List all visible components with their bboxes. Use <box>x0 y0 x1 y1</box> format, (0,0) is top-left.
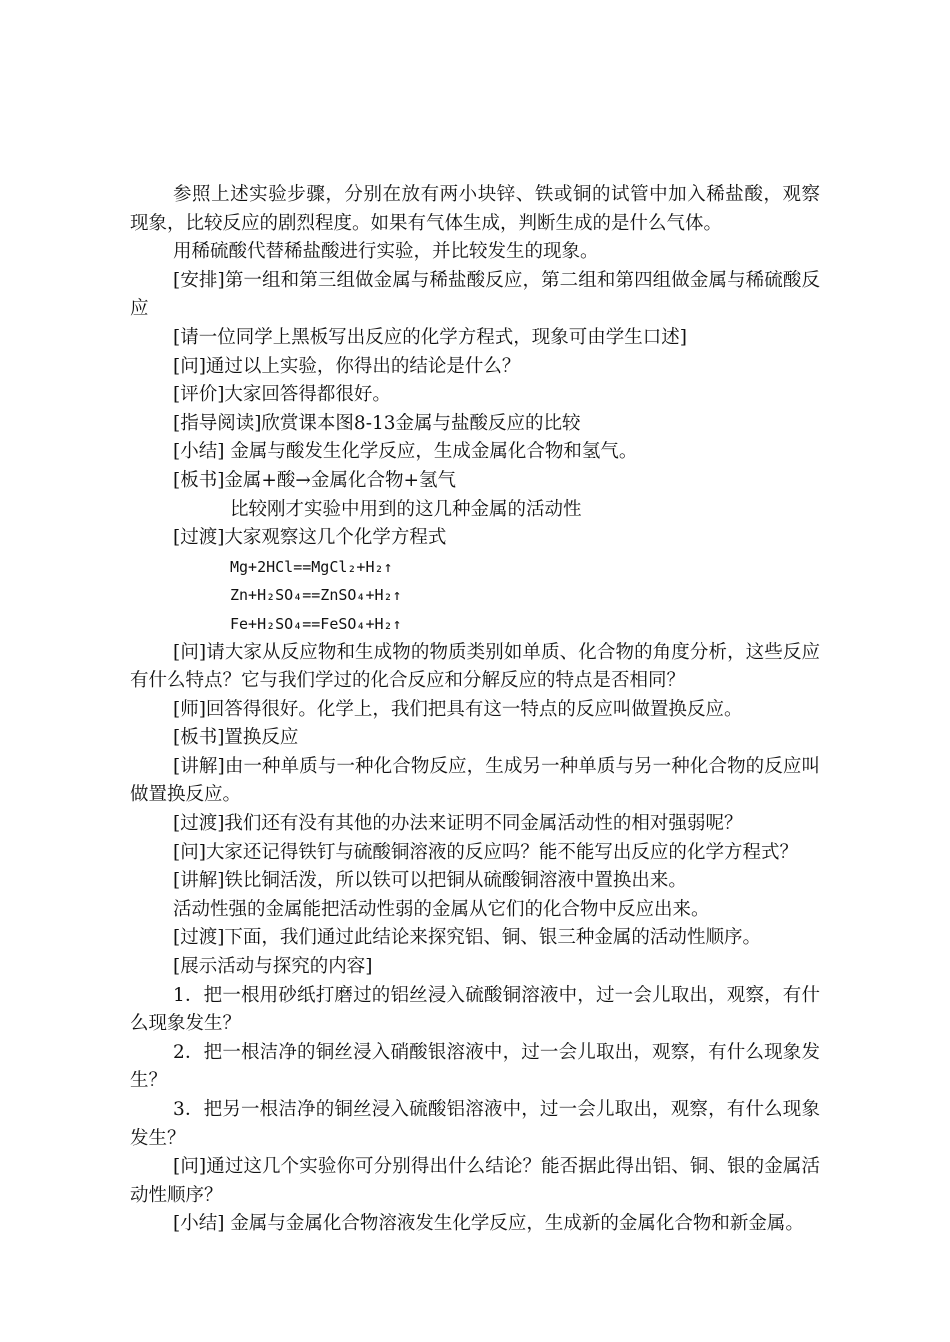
paragraph: [问]大家还记得铁钉与硫酸铜溶液的反应吗？能不能写出反应的化学方程式？ <box>173 841 798 863</box>
paragraph: [问]请大家从反应物和生成物的物质类别如单质、化合物的角度分析，这些反应有什么特点？它与我们学过的化合反应和分解反应的特点是否相同？ <box>130 641 820 692</box>
equation-line: Fe+H₂SO₄==FeSO₄+H₂↑ <box>230 614 402 633</box>
paragraph: [指导阅读]欣赏课本图8-13金属与盐酸反应的比较 <box>173 412 581 434</box>
paragraph: [板书]置换反应 <box>173 727 299 749</box>
paragraph: [评价]大家回答得都很好。 <box>173 384 391 406</box>
paragraph: 比较刚才实验中用到的这几种金属的活动性 <box>230 498 582 520</box>
paragraph: 参照上述实验步骤，分别在放有两小块锌、铁或铜的试管中加入稀盐酸，观察现象，比较反应的剧烈程度。如果有气体生成，判断生成的是什么气体。 <box>130 184 820 234</box>
paragraph: [问]通过这几个实验你可分别得出什么结论？能否据此得出铝、铜、银的金属活动性顺序？ <box>130 1156 820 1206</box>
paragraph: [小结] 金属与金属化合物溶液发生化学反应，生成新的金属化合物和新金属。 <box>173 1213 804 1235</box>
paragraph: [过渡]大家观察这几个化学方程式 <box>173 527 447 549</box>
paragraph: [过渡]下面，我们通过此结论来探究铝、铜、银三种金属的活动性顺序。 <box>173 927 761 949</box>
paragraph: [展示活动与探究的内容] <box>173 956 373 978</box>
paragraph: [讲解]铁比铜活泼，所以铁可以把铜从硫酸铜溶液中置换出来。 <box>173 870 687 892</box>
paragraph: [板书]金属+酸→金属化合物+氢气 <box>173 469 456 491</box>
paragraph: [请一位同学上黑板写出反应的化学方程式，现象可由学生口述] <box>173 326 687 348</box>
paragraph: 3．把另一根洁净的铜丝浸入硫酸铝溶液中，过一会儿取出，观察，有什么现象发生？ <box>130 1099 820 1149</box>
paragraph: [安排]第一组和第三组做金属与稀盐酸反应，第二组和第四组做金属与稀硫酸反应 <box>130 269 820 320</box>
document-body <box>130 181 820 1239</box>
paragraph: 1．把一根用砂纸打磨过的铝丝浸入硫酸铜溶液中，过一会儿取出，观察，有什么现象发生？ <box>130 984 820 1035</box>
paragraph: 用稀硫酸代替稀盐酸进行实验，并比较发生的现象。 <box>173 241 599 263</box>
paragraph: 2．把一根洁净的铜丝浸入硝酸银溶液中，过一会儿取出，观察，有什么现象发生？ <box>130 1041 820 1092</box>
paragraph: [讲解]由一种单质与一种化合物反应，生成另一种单质与另一种化合物的反应叫做置换反应。 <box>130 755 820 806</box>
equation-line: Mg+2HCl==MgCl₂+H₂↑ <box>230 557 393 576</box>
paragraph: [师]回答得很好。化学上，我们把具有这一特点的反应叫做置换反应。 <box>173 698 743 720</box>
paragraph: 活动性强的金属能把活动性弱的金属从它们的化合物中反应出来。 <box>173 898 710 920</box>
paragraph: [问]通过以上实验，你得出的结论是什么？ <box>173 355 521 377</box>
paragraph: [小结] 金属与酸发生化学反应，生成金属化合物和氢气。 <box>173 441 638 463</box>
paragraph: [过渡]我们还有没有其他的办法来证明不同金属活动性的相对强弱呢？ <box>173 813 743 835</box>
equation-line: Zn+H₂SO₄==ZnSO₄+H₂↑ <box>230 586 402 605</box>
